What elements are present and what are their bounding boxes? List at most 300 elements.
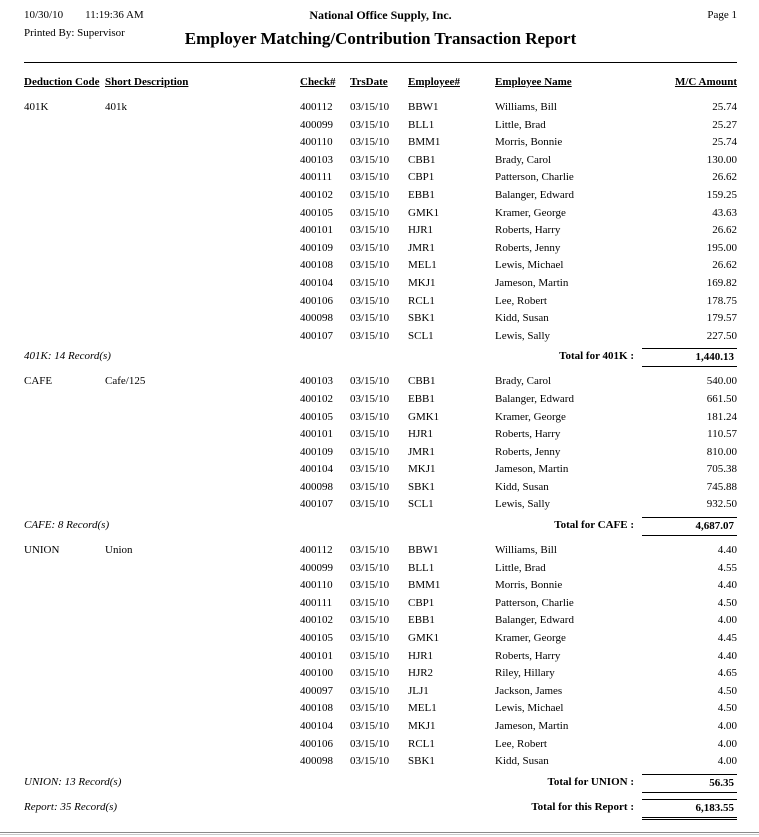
cell-deduction-code [24, 496, 105, 514]
cell-employee-name: Lee, Robert [495, 737, 547, 750]
cell-short-description [105, 700, 300, 718]
cell-check-number: 400104 [300, 276, 333, 289]
table-row [24, 683, 737, 701]
table-row [24, 479, 737, 497]
cell-amount: 4.50 [717, 702, 737, 715]
report-footer [24, 799, 737, 820]
cell-deduction-code [24, 409, 105, 427]
cell-short-description [105, 152, 300, 170]
cell-amount: 181.24 [706, 410, 737, 423]
cell-amount: 4.40 [717, 579, 737, 592]
cell-short-description [105, 595, 300, 613]
cell-deduction-code [24, 205, 105, 223]
section-record-count: UNION: 13 Record(s) [24, 775, 122, 788]
print-date: 10/30/10 [24, 9, 64, 21]
cell-amount: 705.38 [706, 463, 737, 476]
cell-trs-date: 03/15/10 [350, 188, 390, 201]
company-name: National Office Supply, Inc. [309, 8, 452, 22]
cell-employee-number: SCL1 [408, 329, 434, 342]
cell-short-description: Union [105, 544, 133, 557]
cell-short-description [105, 577, 300, 595]
cell-employee-number: EBB1 [408, 392, 435, 405]
cell-trs-date: 03/15/10 [350, 259, 390, 272]
section-footer [24, 348, 737, 367]
table-row [24, 117, 737, 135]
cell-trs-date: 03/15/10 [350, 649, 390, 662]
col-deduction-code [24, 76, 105, 93]
cell-employee-number: MEL1 [408, 259, 437, 272]
cell-employee-name: Williams, Bill [495, 544, 557, 557]
cell-short-description [105, 665, 300, 683]
cell-check-number: 400105 [300, 410, 333, 423]
cell-amount: 661.50 [706, 392, 737, 405]
cell-amount: 26.62 [712, 171, 737, 184]
cell-check-number: 400106 [300, 737, 333, 750]
cell-short-description [105, 391, 300, 409]
cell-employee-name: Balanger, Edward [495, 392, 574, 405]
section-total-label: Total for CAFE : [554, 519, 634, 532]
page-bottom-edge [0, 832, 759, 835]
cell-employee-number: EBB1 [408, 614, 435, 627]
cell-employee-number: MKJ1 [408, 720, 436, 732]
cell-deduction-code [24, 560, 105, 578]
cell-employee-number: SBK1 [408, 755, 435, 768]
cell-trs-date: 03/15/10 [350, 755, 390, 768]
cell-employee-name: Lewis, Sally [495, 498, 550, 511]
cell-short-description [105, 310, 300, 328]
cell-employee-number: GMK1 [408, 632, 440, 645]
cell-trs-date: 03/15/10 [350, 171, 390, 184]
cell-trs-date: 03/15/10 [350, 720, 390, 732]
cell-short-description [105, 461, 300, 479]
cell-deduction-code [24, 134, 105, 152]
page-number: Page 1 [707, 9, 737, 21]
cell-deduction-code [24, 152, 105, 170]
cell-employee-number: MKJ1 [408, 463, 436, 476]
cell-deduction-code [24, 426, 105, 444]
cell-check-number: 400108 [300, 259, 333, 272]
section-footer [24, 774, 737, 793]
cell-amount: 4.40 [717, 544, 737, 557]
table-row [24, 293, 737, 311]
cell-short-description [105, 736, 300, 754]
cell-short-description [105, 426, 300, 444]
cell-trs-date: 03/15/10 [350, 579, 390, 592]
cell-deduction-code: UNION [24, 544, 60, 557]
cell-trs-date: 03/15/10 [350, 241, 390, 254]
cell-employee-number: HJR1 [408, 649, 434, 662]
cell-employee-number: CBP1 [408, 596, 435, 609]
section-total-amount: 4,687.07 [642, 517, 737, 536]
table-row [24, 187, 737, 205]
cell-employee-name: Roberts, Harry [495, 428, 561, 441]
col-employee-number [408, 76, 495, 93]
section-record-count: 401K: 14 Record(s) [24, 350, 111, 363]
cell-employee-name: Lewis, Sally [495, 329, 550, 342]
cell-employee-name: Little, Brad [495, 561, 546, 574]
cell-trs-date: 03/15/10 [350, 544, 390, 557]
cell-employee-name: Riley, Hillary [495, 667, 555, 680]
table-row [24, 461, 737, 479]
cell-deduction-code [24, 718, 105, 736]
cell-amount: 227.50 [706, 329, 737, 342]
print-time: 11:19:36 AM [85, 9, 144, 21]
cell-employee-name: Brady, Carol [495, 153, 552, 166]
cell-short-description: Cafe/125 [105, 375, 146, 388]
cell-amount: 130.00 [706, 153, 737, 166]
cell-check-number: 400103 [300, 153, 333, 166]
cell-trs-date: 03/15/10 [350, 312, 390, 325]
col-trs-date-label: TrsDate [350, 76, 388, 88]
cell-short-description [105, 683, 300, 701]
cell-short-description [105, 222, 300, 240]
cell-trs-date: 03/15/10 [350, 463, 390, 476]
cell-employee-number: CBB1 [408, 153, 436, 166]
cell-short-description [105, 169, 300, 187]
report-total-amount: 6,183.55 [642, 799, 737, 820]
cell-short-description [105, 240, 300, 258]
cell-trs-date: 03/15/10 [350, 410, 390, 423]
col-trs-date [350, 76, 408, 93]
cell-amount: 4.50 [717, 596, 737, 609]
table-row [24, 169, 737, 187]
cell-check-number: 400102 [300, 188, 333, 201]
table-row [24, 753, 737, 771]
table-row [24, 665, 737, 683]
cell-short-description [105, 648, 300, 666]
cell-check-number: 400111 [300, 171, 333, 184]
cell-check-number: 400098 [300, 312, 333, 325]
cell-employee-number: MKJ1 [408, 276, 436, 289]
col-mc-amount-label: M/C Amount [674, 76, 737, 88]
cell-deduction-code [24, 736, 105, 754]
cell-employee-number: BBW1 [408, 101, 439, 113]
cell-employee-number: GMK1 [408, 206, 440, 219]
cell-check-number: 400106 [300, 294, 333, 307]
cell-check-number: 400098 [300, 755, 333, 768]
cell-check-number: 400104 [300, 720, 333, 732]
cell-check-number: 400102 [300, 614, 333, 627]
cell-employee-name: Little, Brad [495, 118, 546, 131]
cell-employee-name: Balanger, Edward [495, 614, 574, 627]
cell-check-number: 400111 [300, 596, 333, 609]
cell-deduction-code [24, 187, 105, 205]
cell-employee-name: Kidd, Susan [495, 755, 549, 768]
header-divider [24, 62, 737, 63]
cell-amount: 178.75 [706, 294, 737, 307]
cell-check-number: 400110 [300, 579, 333, 592]
section-total-amount: 1,440.13 [642, 348, 737, 367]
cell-amount: 25.74 [712, 136, 737, 149]
cell-deduction-code [24, 328, 105, 346]
cell-employee-name: Balanger, Edward [495, 188, 574, 201]
cell-trs-date: 03/15/10 [350, 329, 390, 342]
cell-amount: 4.45 [717, 632, 737, 645]
cell-employee-name: Morris, Bonnie [495, 579, 563, 592]
cell-check-number: 400109 [300, 445, 333, 458]
section-footer [24, 517, 737, 536]
col-employee-number-label: Employee# [408, 76, 460, 88]
cell-check-number: 400107 [300, 329, 333, 342]
cell-amount: 810.00 [706, 445, 737, 458]
table-row [24, 612, 737, 630]
cell-short-description [105, 187, 300, 205]
cell-trs-date: 03/15/10 [350, 632, 390, 645]
cell-employee-name: Kramer, George [495, 410, 566, 423]
cell-deduction-code [24, 222, 105, 240]
cell-employee-number: BLL1 [408, 118, 435, 131]
table-row [24, 444, 737, 462]
cell-trs-date: 03/15/10 [350, 276, 390, 289]
cell-amount: 110.57 [707, 428, 737, 441]
cell-amount: 169.82 [706, 276, 737, 289]
cell-short-description [105, 560, 300, 578]
cell-short-description [105, 117, 300, 135]
table-row [24, 99, 737, 117]
table-row [24, 595, 737, 613]
cell-trs-date: 03/15/10 [350, 614, 390, 627]
cell-deduction-code [24, 275, 105, 293]
table-row [24, 391, 737, 409]
cell-short-description [105, 134, 300, 152]
cell-short-description [105, 409, 300, 427]
cell-employee-name: Kidd, Susan [495, 480, 549, 493]
col-short-description [105, 76, 300, 93]
cell-trs-date: 03/15/10 [350, 684, 390, 697]
cell-employee-name: Kramer, George [495, 206, 566, 219]
report-header-line1 [24, 8, 737, 24]
cell-employee-name: Lee, Robert [495, 294, 547, 307]
cell-trs-date: 03/15/10 [350, 498, 390, 511]
cell-amount: 4.00 [717, 737, 737, 750]
cell-employee-number: JMR1 [408, 445, 435, 458]
table-row [24, 373, 737, 391]
table-row [24, 328, 737, 346]
cell-check-number: 400112 [300, 544, 333, 557]
cell-short-description [105, 293, 300, 311]
table-row [24, 275, 737, 293]
cell-employee-name: Jameson, Martin [495, 463, 569, 476]
cell-amount: 25.27 [712, 118, 737, 131]
cell-short-description [105, 328, 300, 346]
cell-employee-name: Jameson, Martin [495, 720, 569, 732]
cell-employee-name: Kidd, Susan [495, 312, 549, 325]
table-row [24, 240, 737, 258]
cell-check-number: 400097 [300, 684, 333, 697]
cell-employee-number: HJR2 [408, 667, 434, 680]
table-row [24, 205, 737, 223]
report-body [24, 99, 737, 793]
cell-deduction-code [24, 257, 105, 275]
cell-check-number: 400102 [300, 392, 333, 405]
cell-employee-number: JMR1 [408, 241, 435, 254]
cell-amount: 43.63 [712, 206, 737, 219]
cell-trs-date: 03/15/10 [350, 445, 390, 458]
cell-deduction-code [24, 391, 105, 409]
cell-amount: 26.62 [712, 224, 737, 237]
col-check-number [300, 76, 350, 93]
cell-deduction-code [24, 683, 105, 701]
cell-short-description [105, 630, 300, 648]
cell-employee-name: Jackson, James [495, 684, 563, 697]
cell-trs-date: 03/15/10 [350, 118, 390, 131]
cell-trs-date: 03/15/10 [350, 667, 390, 680]
cell-employee-name: Patterson, Charlie [495, 171, 574, 184]
cell-amount: 25.74 [712, 101, 737, 113]
cell-amount: 540.00 [706, 375, 737, 388]
table-row [24, 700, 737, 718]
cell-amount: 4.40 [717, 649, 737, 662]
cell-employee-number: JLJ1 [408, 684, 429, 697]
cell-deduction-code: CAFE [24, 375, 53, 388]
table-row [24, 257, 737, 275]
cell-trs-date: 03/15/10 [350, 375, 390, 388]
cell-employee-name: Kramer, George [495, 632, 566, 645]
cell-employee-name: Williams, Bill [495, 101, 557, 113]
cell-employee-number: HJR1 [408, 224, 434, 237]
cell-trs-date: 03/15/10 [350, 294, 390, 307]
cell-amount: 745.88 [706, 480, 737, 493]
cell-short-description [105, 205, 300, 223]
cell-amount: 4.50 [717, 684, 737, 697]
cell-trs-date: 03/15/10 [350, 596, 390, 609]
cell-trs-date: 03/15/10 [350, 561, 390, 574]
table-row [24, 718, 737, 736]
report-header-line2 [24, 24, 737, 54]
cell-employee-name: Lewis, Michael [495, 702, 564, 715]
cell-short-description [105, 444, 300, 462]
table-row [24, 630, 737, 648]
cell-deduction-code [24, 479, 105, 497]
cell-trs-date: 03/15/10 [350, 480, 390, 493]
cell-short-description [105, 612, 300, 630]
cell-short-description [105, 496, 300, 514]
column-headers [24, 76, 737, 93]
cell-employee-number: EBB1 [408, 188, 435, 201]
cell-deduction-code: 401K [24, 101, 49, 113]
cell-employee-number: SBK1 [408, 480, 435, 493]
cell-trs-date: 03/15/10 [350, 392, 390, 405]
section-total-amount: 56.35 [642, 774, 737, 793]
table-row [24, 310, 737, 328]
table-row [24, 152, 737, 170]
cell-trs-date: 03/15/10 [350, 428, 390, 441]
cell-deduction-code [24, 648, 105, 666]
cell-employee-number: BBW1 [408, 544, 439, 557]
cell-check-number: 400098 [300, 480, 333, 493]
cell-employee-name: Lewis, Michael [495, 259, 564, 272]
cell-check-number: 400109 [300, 241, 333, 254]
cell-check-number: 400103 [300, 375, 333, 388]
cell-short-description [105, 275, 300, 293]
cell-check-number: 400101 [300, 649, 333, 662]
cell-amount: 179.57 [706, 312, 737, 325]
section-total-label: Total for 401K : [559, 350, 634, 363]
cell-amount: 4.00 [717, 614, 737, 627]
table-row [24, 542, 737, 560]
printed-by: Printed By: Supervisor [24, 27, 125, 39]
cell-employee-number: RCL1 [408, 737, 435, 750]
cell-employee-name: Jameson, Martin [495, 276, 569, 289]
cell-check-number: 400110 [300, 136, 333, 149]
cell-short-description [105, 718, 300, 736]
cell-amount: 4.65 [717, 667, 737, 680]
cell-employee-number: BMM1 [408, 579, 441, 592]
cell-deduction-code [24, 753, 105, 771]
cell-check-number: 400108 [300, 702, 333, 715]
table-row [24, 426, 737, 444]
table-row [24, 560, 737, 578]
cell-employee-number: MEL1 [408, 702, 437, 715]
cell-employee-number: RCL1 [408, 294, 435, 307]
cell-deduction-code [24, 612, 105, 630]
cell-short-description [105, 753, 300, 771]
cell-amount: 4.00 [717, 720, 737, 732]
cell-amount: 4.55 [717, 561, 737, 574]
cell-deduction-code [24, 700, 105, 718]
report-total-label: Total for this Report : [531, 800, 634, 813]
report-record-count: Report: 35 Record(s) [24, 800, 118, 813]
cell-employee-name: Roberts, Jenny [495, 445, 561, 458]
cell-amount: 26.62 [712, 259, 737, 272]
cell-check-number: 400105 [300, 632, 333, 645]
cell-employee-number: BMM1 [408, 136, 441, 149]
table-row [24, 134, 737, 152]
cell-deduction-code [24, 240, 105, 258]
cell-short-description [105, 479, 300, 497]
cell-employee-number: BLL1 [408, 561, 435, 574]
col-mc-amount [670, 76, 737, 93]
cell-deduction-code [24, 577, 105, 595]
table-row [24, 736, 737, 754]
cell-check-number: 400101 [300, 428, 333, 441]
cell-short-description [105, 257, 300, 275]
cell-amount: 4.00 [717, 755, 737, 768]
cell-check-number: 400107 [300, 498, 333, 511]
cell-deduction-code [24, 293, 105, 311]
col-short-description-label: Short Description [105, 76, 189, 88]
cell-employee-number: HJR1 [408, 428, 434, 441]
cell-deduction-code [24, 595, 105, 613]
cell-check-number: 400100 [300, 667, 333, 680]
cell-deduction-code [24, 630, 105, 648]
cell-employee-number: GMK1 [408, 410, 440, 423]
cell-employee-name: Patterson, Charlie [495, 596, 574, 609]
cell-employee-number: SBK1 [408, 312, 435, 325]
cell-employee-name: Roberts, Harry [495, 224, 561, 237]
table-row [24, 648, 737, 666]
col-employee-name [495, 76, 670, 93]
report-title: Employer Matching/Contribution Transaction Report [184, 29, 577, 48]
cell-employee-number: SCL1 [408, 498, 434, 511]
table-row [24, 496, 737, 514]
cell-check-number: 400101 [300, 224, 333, 237]
cell-amount: 932.50 [706, 498, 737, 511]
cell-deduction-code [24, 310, 105, 328]
col-check-number-label: Check# [300, 76, 336, 88]
cell-deduction-code [24, 117, 105, 135]
cell-check-number: 400099 [300, 118, 333, 131]
cell-employee-number: CBP1 [408, 171, 435, 184]
table-row [24, 577, 737, 595]
cell-deduction-code [24, 444, 105, 462]
cell-deduction-code [24, 169, 105, 187]
cell-trs-date: 03/15/10 [350, 136, 390, 149]
section-total-label: Total for UNION : [547, 775, 634, 788]
table-row [24, 409, 737, 427]
cell-employee-name: Morris, Bonnie [495, 136, 563, 149]
cell-check-number: 400105 [300, 206, 333, 219]
